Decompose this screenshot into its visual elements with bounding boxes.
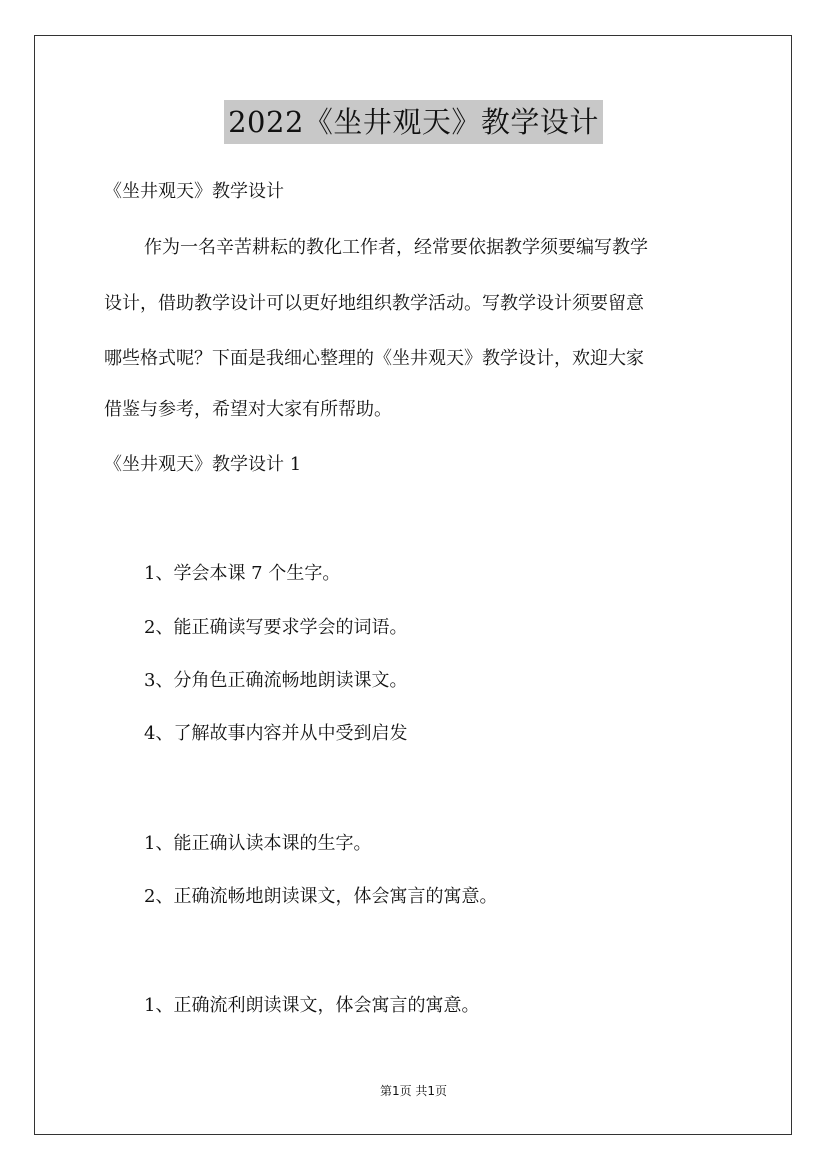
goal-item-4: 4、了解故事内容并从中受到启发 [144,723,408,744]
goal-item-3: 3、分角色正确流畅地朗读课文。 [144,670,408,691]
intro-line-3: 哪些格式呢？下面是我细心整理的《坐井观天》教学设计，欢迎大家 [104,348,644,369]
document-title: 2022《坐井观天》教学设计 [224,100,603,144]
section-heading: 《坐井观天》教学设计 1 [104,454,302,475]
intro-line-1: 作为一名辛苦耕耘的教化工作者，经常要依据教学须要编写教学 [144,237,648,258]
goal-item-2: 2、能正确读写要求学会的词语。 [144,617,408,638]
page-footer: 第1页 共1页 [379,1084,448,1098]
difficulty-item-1: 1、正确流利朗读课文，体会寓言的寓意。 [144,995,480,1016]
title-container [0,100,827,144]
intro-line-2: 设计，借助教学设计可以更好地组织教学活动。写教学设计须要留意 [104,293,644,314]
key-point-item-2: 2、正确流畅地朗读课文，体会寓言的寓意。 [144,886,498,907]
document-subtitle: 《坐井观天》教学设计 [104,181,284,202]
goal-item-1: 1、学会本课 7 个生字。 [144,563,341,584]
intro-line-4: 借鉴与参考，希望对大家有所帮助。 [104,399,392,420]
key-point-item-1: 1、能正确认读本课的生字。 [144,833,372,854]
